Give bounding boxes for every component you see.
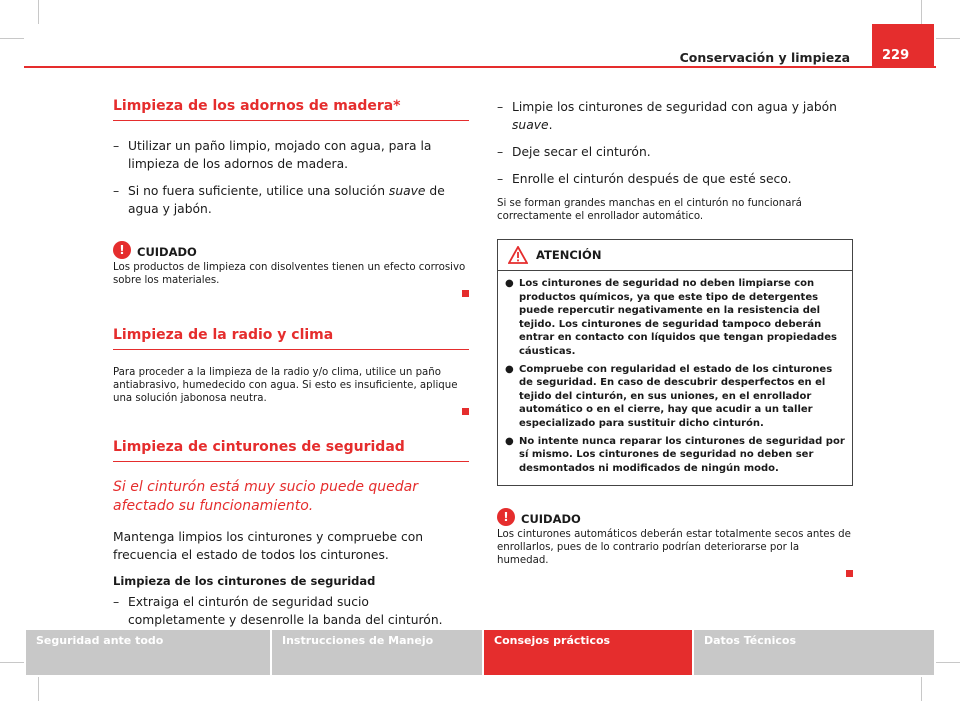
caution-heading: ! CUIDADO [113,241,469,259]
warning-triangle-icon [508,246,528,264]
page-number: 229 [872,24,934,68]
heading-belts: Limpieza de cinturones de seguridad [113,439,469,462]
list-item: – Deje secar el cinturón. [497,145,651,159]
section-end-mark [462,290,469,297]
list-item: – Limpie los cinturones de seguridad con agua y jabón suave. [497,100,837,132]
footer-tab-1[interactable]: Instrucciones de Manejo [272,630,482,675]
crop-mark [936,662,960,663]
caution-text: Los cinturones automáticos deberán estar totalmente secos antes de enrollarlos, pues de lo contrario podrían deteriorarse por la humedad. [497,529,851,567]
list-item: – Enrolle el cinturón después de que esté seco. [497,172,792,186]
section-end-mark [462,408,469,415]
heading-radio: Limpieza de la radio y clima [113,327,469,350]
running-header: Conservación y limpieza [679,50,850,65]
attention-body [498,271,852,485]
crop-mark [921,677,922,701]
footer-tab-0[interactable]: Seguridad ante todo [26,630,270,675]
header-rule [24,66,936,68]
attention-bullet: ● Los cinturones de seguridad no deben limpiarse con productos químicos, ya que este tipo de detergentes puede repercutir negativamente en la resistencia del tejido. Los cinturones de seguridad tampoco deberán entrar en contacto con líquidos que tengan propiedades cáusticas. [505,278,837,357]
note-text: Si se forman grandes manchas en el cinturón no funcionará correctamente el enrollador automático. [497,198,802,222]
crop-mark [38,0,39,24]
right-column [497,98,853,577]
list-item: – Extraiga el cinturón de seguridad sucio completamente y desenrolle la banda del cinturón. [113,595,443,627]
belts-text: Mantenga limpios los cinturones y compruebe con frecuencia el estado de todos los cinturones. [113,530,424,562]
list-item: – Utilizar un paño limpio, mojado con agua, para la limpieza de los adornos de madera. [113,139,432,171]
footer-tab-3[interactable]: Datos Técnicos [694,630,934,675]
exclamation-icon: ! [497,508,515,526]
attention-box [497,239,853,486]
belts-subheading: Limpieza de los cinturones de seguridad [113,574,376,588]
crop-mark [921,0,922,24]
heading-wood: Limpieza de los adornos de madera* [113,98,469,121]
caution-text: Los productos de limpieza con disolventes tienen un efecto corrosivo sobre los materiales. [113,262,466,286]
attention-bullet: ● Compruebe con regularidad el estado de los cinturones de seguridad. En caso de descubrir desperfectos en el tejido del cinturón, en sus uniones, en el enrollador automático o en el cierre, hay que acudir a un taller especializado para sustituir dicho cinturón. [505,363,833,429]
belts-intro: Si el cinturón está muy sucio puede quedar afectado su funcionamiento. [113,479,419,514]
section-end-mark [846,570,853,577]
footer-tab-2[interactable]: Consejos prácticos [484,630,692,675]
left-column [113,98,469,638]
crop-mark [38,677,39,701]
radio-text: Para proceder a la limpieza de la radio y/o clima, utilice un paño antiabrasivo, humedecido con agua. Si esto es insuficiente, aplique una solución jabonosa neutra. [113,367,458,404]
list-item: – Si no fuera suficiente, utilice una solución suave de agua y jabón. [113,184,445,216]
crop-mark [936,38,960,39]
crop-mark [0,38,24,39]
exclamation-icon: ! [113,241,131,259]
caution-heading: ! CUIDADO [497,508,853,526]
attention-bullet: ● No intente nunca reparar los cinturones de seguridad por sí mismo. Los cinturones de seguridad no deben ser desmontados ni modificados de ningún modo. [505,435,845,474]
attention-heading: ATENCIÓN [498,240,852,271]
crop-mark [0,662,24,663]
